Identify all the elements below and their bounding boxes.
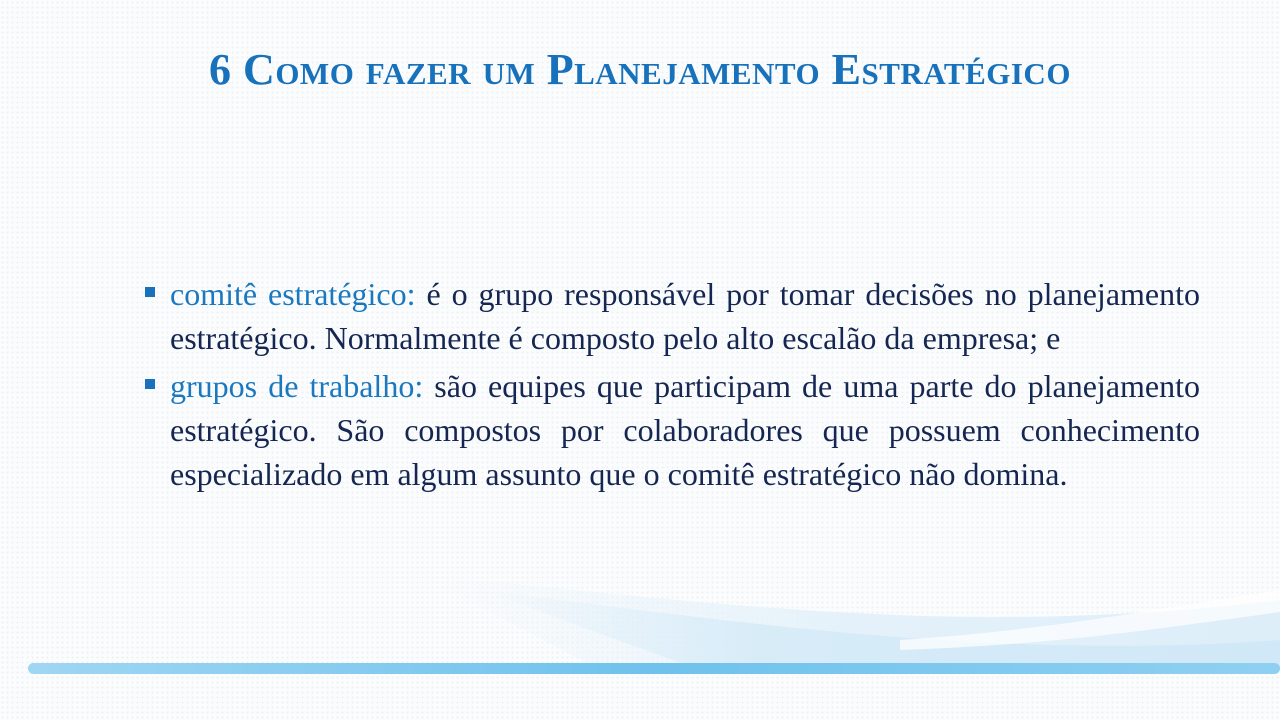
bullet-term: grupos de trabalho: <box>170 368 424 404</box>
slide-title: 6 Como fazer um Planejamento Estratégico <box>209 45 1071 94</box>
bullet-text: é o grupo responsável por tomar decisões no planejamento estratégico. Normalmente é composto pelo alto escalão da empresa; e <box>170 276 1201 356</box>
square-bullet-icon <box>145 379 155 389</box>
bullet-text: são equipes que participam de uma parte do planejamento estratégico. São compostos por colaboradores que possuem conhecimento especializado em algum assunto que o comitê estratégico não domina. <box>170 368 1201 492</box>
square-bullet-icon <box>145 287 155 297</box>
accent-bar <box>28 663 1280 674</box>
bullet-term: comitê estratégico: <box>170 276 416 312</box>
bullet-item-grupos-de-trabalho <box>140 364 1200 496</box>
bullet-list <box>140 272 1200 500</box>
bullet-item-comite-estrategico <box>140 272 1200 360</box>
